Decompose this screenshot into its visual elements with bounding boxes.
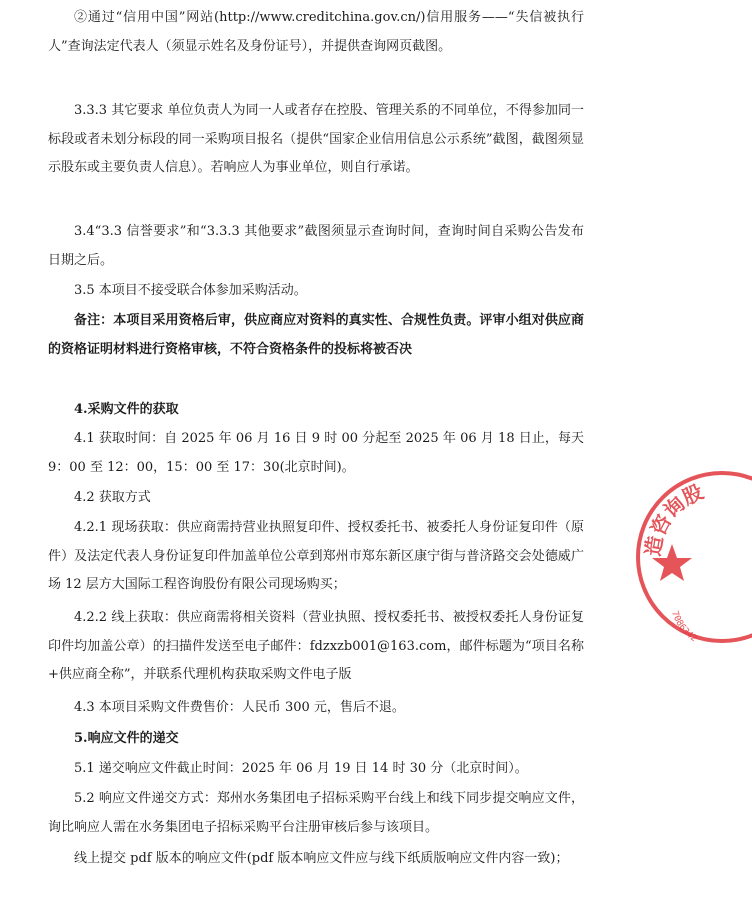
paragraph-5-2: 5.2 响应文件递交方式：郑州水务集团电子招标采购平台线上和线下同步提交响应文件，询比响应人需在水务集团电子招标采购平台注册审核后参与该项目。 — [48, 791, 584, 835]
paragraph-4-2: 4.2 获取方式 — [74, 490, 151, 505]
paragraph-remark: 备注：本项目采用资格后审，供应商应对资料的真实性、合规性负责。评审小组对供应商的资格证明材料进行资格审核，不符合资格条件的投标将被否决 — [48, 313, 584, 357]
paragraph-4-2-1: 4.2.1 现场获取：供应商需持营业执照复印件、授权委托书、被委托人身份证复印件（原件）及法定代表人身份证复印件加盖单位公章到郑州市郑东新区康宁街与普济路交会处德威广场 12 层方大国际工程咨询股份有限公司现场购买； — [48, 520, 584, 592]
seal-text-top: 造咨询股 — [640, 479, 707, 558]
seal-text-bottom: 7086342 — [669, 609, 699, 645]
heading-section-5: 5.响应文件的递交 — [74, 731, 179, 746]
paragraph-4-2-2: 4.2.2 线上获取：供应商需将相关资料（营业执照、授权委托书、被授权委托人身份证复印件均加盖公章）的扫描件发送至电子邮件：fdzxzb001@163.com，邮件标题为“项目名称+供应商全称”，并联系代理机构获取采购文件电子版 — [48, 610, 584, 682]
paragraph-4-3: 4.3 本项目采购文件费售价：人民币 300 元，售后不退。 — [74, 700, 405, 715]
seal-graphic — [638, 473, 752, 644]
paragraph-3-5: 3.5 本项目不接受联合体参加采购活动。 — [74, 283, 307, 298]
paragraph-3-3-3: 3.3.3 其它要求 单位负责人为同一人或者存在控股、管理关系的不同单位，不得参加同一标段或者未划分标段的同一采购项目报名（提供“国家企业信用信息公示系统”截图，截图须显示股东或主要负责人信息）。若响应人为事业单位，则自行承诺。 — [48, 103, 584, 175]
paragraph-4-1: 4.1 获取时间：自 2025 年 06 月 16 日 9 时 00 分起至 2025 年 06 月 18 日止，每天 9：00 至 12：00，15：00 至 17：30(北京时间)。 — [48, 431, 584, 475]
paragraph-online-submission: 线上提交 pdf 版本的响应文件(pdf 版本响应文件应与线下纸质版响应文件内容一致)； — [74, 851, 569, 866]
company-seal — [632, 462, 752, 652]
svg-text:造咨询股 — [640, 479, 707, 558]
heading-section-4: 4.采购文件的获取 — [74, 402, 179, 417]
paragraph-creditchina: ②通过“信用中国”网站(http://www.creditchina.gov.cn/)信用服务——“失信被执行人”查询法定代表人（须显示姓名及身份证号），并提供查询网页截图。 — [48, 10, 584, 54]
paragraph-3-4: 3.4“3.3 信誉要求”和“3.3.3 其他要求”截图须显示查询时间，查询时间自采购公告发布日期之后。 — [48, 224, 584, 268]
paragraph-5-1: 5.1 递交响应文件截止时间：2025 年 06 月 19 日 14 时 30 分（北京时间）。 — [74, 761, 528, 776]
